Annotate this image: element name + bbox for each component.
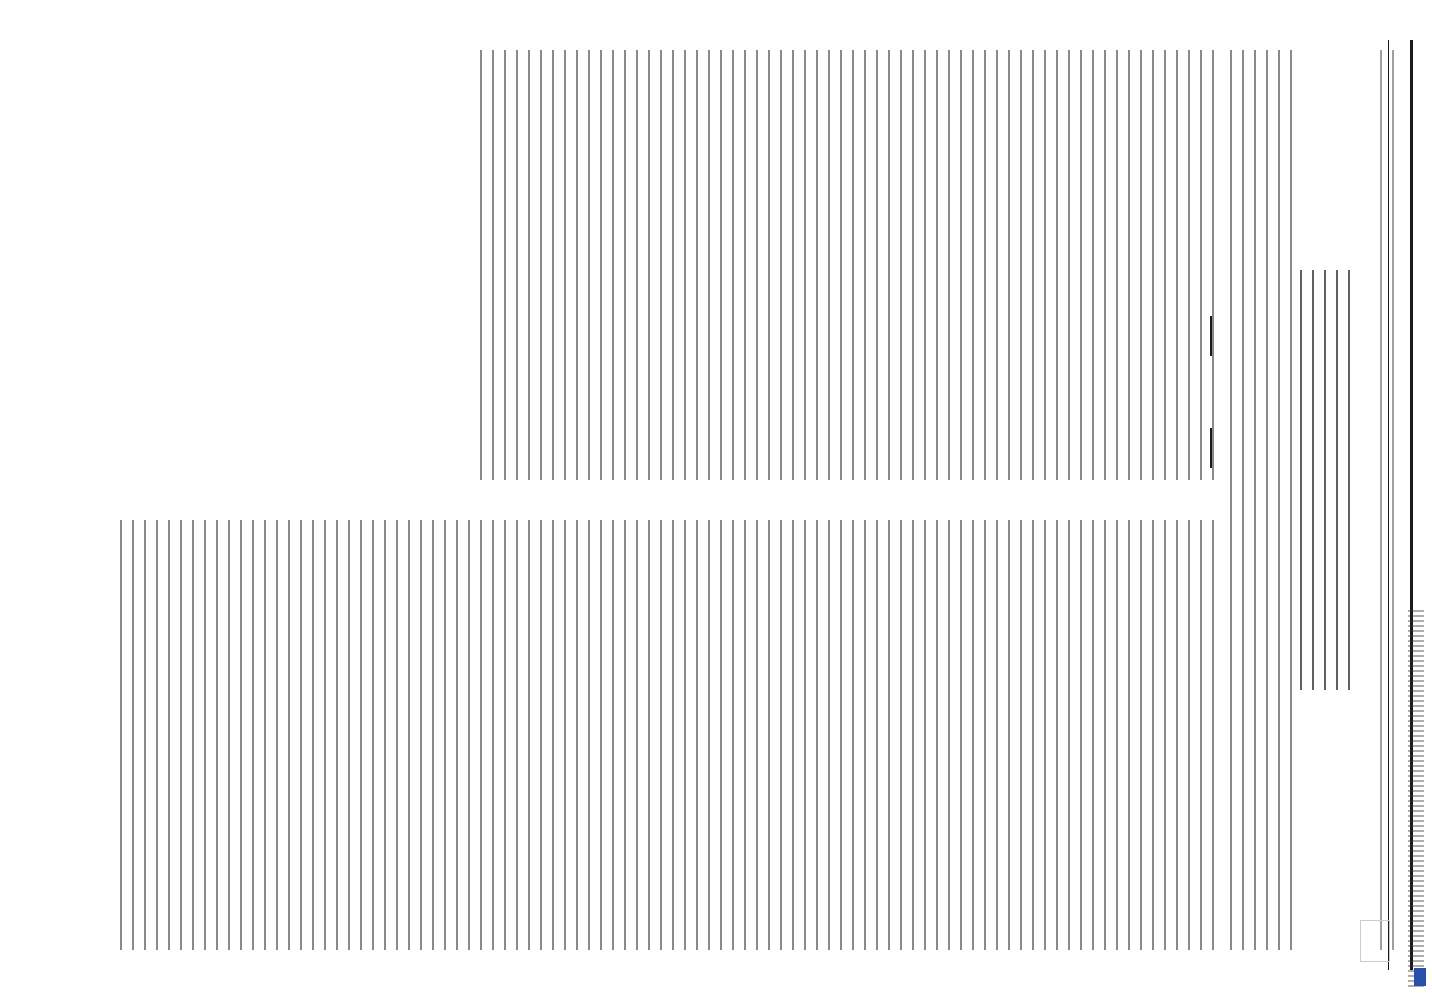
digitization-credit (1408, 610, 1424, 990)
dfg-logo (1414, 968, 1426, 986)
page-number (1360, 920, 1390, 962)
column-right-text (120, 520, 1220, 950)
document-title (1300, 270, 1360, 690)
document-subtitle (1230, 50, 1292, 950)
column-left-text (480, 50, 1220, 480)
running-header (1380, 50, 1404, 950)
